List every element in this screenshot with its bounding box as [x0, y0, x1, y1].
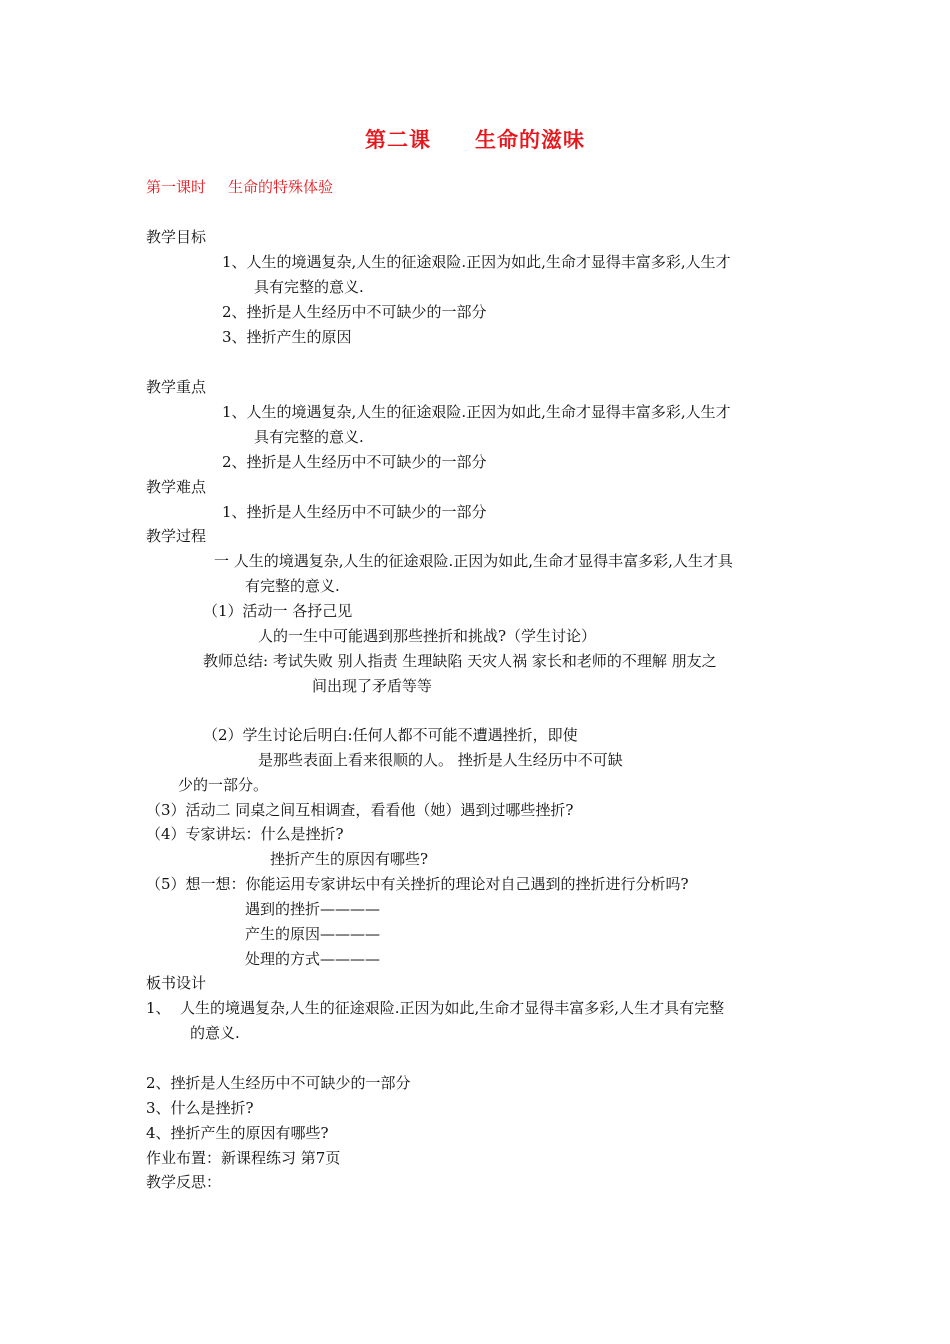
homework: 作业布置：新课程练习 第7页	[146, 1149, 341, 1167]
subtitle-topic: 生命的特殊体验	[228, 178, 334, 196]
board-item-4: 4、挫折产生的原因有哪些?	[146, 1124, 329, 1142]
key-points-heading: 教学重点	[146, 378, 207, 396]
board-item-1-number: 1、	[146, 999, 171, 1017]
activity-4-question-2: 挫折产生的原因有哪些?	[270, 850, 429, 868]
board-heading: 板书设计	[146, 974, 207, 992]
fill-blank-1: 遇到的挫折————	[245, 900, 381, 918]
process-part1-line2: 有完整的意义.	[245, 577, 340, 595]
key-point-2: 2、挫折是人生经历中不可缺少的一部分	[222, 453, 487, 471]
objective-1-line2: 具有完整的意义.	[254, 278, 364, 296]
activity-5: （5）想一想：你能运用专家讲坛中有关挫折的理论对自己遇到的挫折进行分析吗?	[146, 875, 689, 893]
activity-4: （4）专家讲坛：什么是挫折?	[146, 825, 344, 843]
fill-blank-3: 处理的方式————	[245, 950, 381, 968]
objective-1-line1: 1、人生的境遇复杂,人生的征途艰险.正因为如此,生命才显得丰富多彩,人生才	[222, 253, 731, 271]
board-item-2: 2、挫折是人生经历中不可缺少的一部分	[146, 1074, 411, 1092]
objective-2: 2、挫折是人生经历中不可缺少的一部分	[222, 303, 487, 321]
process-part1-line1: 一 人生的境遇复杂,人生的征途艰险.正因为如此,生命才显得丰富多彩,人生才具	[214, 552, 733, 570]
activity-3: （3）活动二 同桌之间互相调查，看看他（她）遇到过哪些挫折?	[146, 801, 574, 819]
activity-1-question: 人的一生中可能遇到那些挫折和挑战?（学生讨论）	[258, 627, 597, 645]
difficulties-heading: 教学难点	[146, 478, 207, 496]
activity-2-line1: （2）学生讨论后明白:任何人都不可能不遭遇挫折，即使	[203, 726, 578, 744]
key-point-1-line1: 1、人生的境遇复杂,人生的征途艰险.正因为如此,生命才显得丰富多彩,人生才	[222, 403, 731, 421]
activity-2-line2: 是那些表面上看来很顺的人。 挫折是人生经历中不可缺	[258, 751, 623, 769]
title-lesson: 第二课	[365, 127, 431, 152]
activity-2-line3: 少的一部分。	[178, 776, 269, 794]
board-item-1-line2: 的意义.	[190, 1024, 240, 1042]
process-heading: 教学过程	[146, 527, 207, 545]
reflection: 教学反思：	[146, 1173, 222, 1191]
difficulty-1: 1、挫折是人生经历中不可缺少的一部分	[222, 503, 487, 521]
title-topic: 生命的滋味	[475, 127, 585, 152]
objectives-heading: 教学目标	[146, 228, 207, 246]
activity-1: （1）活动一 各抒己见	[203, 602, 353, 620]
objective-3: 3、挫折产生的原因	[222, 328, 352, 346]
subtitle-period: 第一课时	[146, 178, 207, 196]
page-title	[0, 124, 950, 154]
teacher-summary-line1: 教师总结: 考试失败 别人指责 生理缺陷 天灾人祸 家长和老师的不理解 朋友之	[203, 652, 717, 670]
board-item-1-line1: 人生的境遇复杂,人生的征途艰险.正因为如此,生命才显得丰富多彩,人生才具有完整	[180, 999, 725, 1017]
board-item-3: 3、什么是挫折?	[146, 1099, 254, 1117]
subtitle	[146, 178, 333, 196]
key-point-1-line2: 具有完整的意义.	[254, 428, 364, 446]
teacher-summary-line2: 间出现了矛盾等等	[312, 677, 433, 695]
fill-blank-2: 产生的原因————	[245, 925, 381, 943]
